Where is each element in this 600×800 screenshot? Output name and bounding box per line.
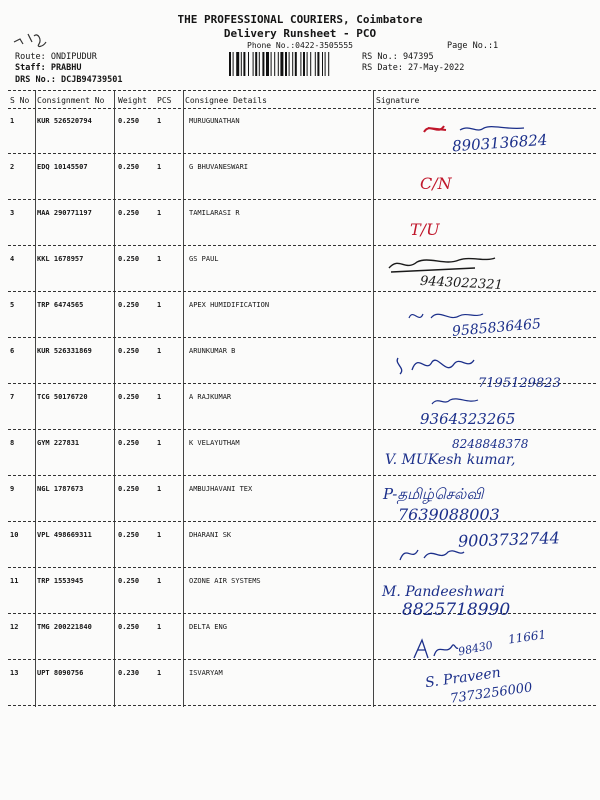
signature-scrawl-6 (392, 350, 477, 380)
signature-scrawl-7 (430, 394, 480, 408)
signature-12: 11661 (507, 627, 547, 647)
row-consignment-no: TRP 6474565 (37, 301, 84, 309)
row-sno: 7 (10, 393, 15, 401)
signature-13-name: S. Praveen (424, 664, 502, 692)
barcode (229, 52, 351, 76)
row-weight: 0.250 (118, 301, 140, 309)
page-number: Page No.:1 (447, 41, 499, 51)
row-separator (8, 521, 596, 522)
row-pcs: 1 (157, 209, 162, 217)
signature-6: 7195129823 (478, 376, 561, 391)
row-pcs: 1 (157, 117, 162, 125)
col-header-consignment: Consignment No (37, 96, 105, 105)
row-weight: 0.250 (118, 531, 140, 539)
rs-number: RS No.: 947395 (362, 52, 434, 62)
row-separator (8, 153, 596, 154)
row-consignee: DHARANI SK (189, 531, 232, 539)
row-consignment-no: TRP 1553945 (37, 577, 84, 585)
col-header-sno: S No (10, 96, 30, 105)
row-pcs: 1 (157, 255, 162, 263)
route-label: Route: ONDIPUDUR (15, 52, 97, 62)
row-consignment-no: GYM 227831 (37, 439, 80, 447)
runsheet-title: Delivery Runsheet - PCO (223, 27, 377, 40)
row-pcs: 1 (157, 439, 162, 447)
header-rule (8, 108, 596, 109)
row-consignment-no: MAA 290771197 (37, 209, 92, 217)
signature-13: 7373256000 (449, 680, 534, 707)
signature-7: 9364323265 (420, 410, 516, 428)
table-top-rule (8, 90, 596, 91)
row-weight: 0.250 (118, 209, 140, 217)
row-consignment-no: KUR 526331869 (37, 347, 92, 355)
row-weight: 0.230 (118, 669, 140, 677)
row-weight: 0.250 (118, 485, 140, 493)
row-consignee: OZONE AIR SYSTEMS (189, 577, 261, 585)
row-pcs: 1 (157, 531, 162, 539)
row-consignee: TAMILARASI R (189, 209, 240, 217)
row-pcs: 1 (157, 163, 162, 171)
row-consignment-no: VPL 498669311 (37, 531, 92, 539)
row-sno: 10 (10, 531, 19, 539)
signature-2: C/N (420, 174, 452, 193)
row-weight: 0.250 (118, 117, 140, 125)
row-sno: 2 (10, 163, 15, 171)
row-weight: 0.250 (118, 347, 140, 355)
row-weight: 0.250 (118, 439, 140, 447)
drs-number: DRS No.: DCJB94739501 (15, 75, 123, 85)
row-separator (8, 567, 596, 568)
row-separator (8, 705, 596, 706)
row-separator (8, 199, 596, 200)
col-divider (373, 91, 374, 707)
row-pcs: 1 (157, 669, 162, 677)
row-weight: 0.250 (118, 163, 140, 171)
row-consignee: G BHUVANESWARI (189, 163, 249, 171)
row-pcs: 1 (157, 347, 162, 355)
signature-11: 8825718990 (402, 600, 511, 620)
row-consignment-no: TCG 50176720 (37, 393, 88, 401)
row-sno: 1 (10, 117, 15, 125)
row-pcs: 1 (157, 577, 162, 585)
row-sno: 6 (10, 347, 15, 355)
signature-8-name: V. MUKesh kumar, (385, 452, 516, 468)
row-consignee: ISVARYAM (189, 669, 223, 677)
col-header-consignee: Consignee Details (185, 96, 267, 105)
col-divider (183, 91, 184, 707)
row-consignment-no: UPT 8090756 (37, 669, 84, 677)
signature-10: 9003732744 (457, 528, 561, 551)
row-weight: 0.250 (118, 623, 140, 631)
row-pcs: 1 (157, 485, 162, 493)
signature-9: 7639088003 (398, 505, 500, 524)
company-title: THE PROFESSIONAL COURIERS, Coimbatore (177, 13, 423, 26)
row-consignment-no: KKL 1678957 (37, 255, 84, 263)
row-consignee: DELTA ENG (189, 623, 227, 631)
row-separator (8, 337, 596, 338)
row-consignee: K VELAYUTHAM (189, 439, 240, 447)
row-consignment-no: TMG 200221840 (37, 623, 92, 631)
signature-8: 8248848378 (452, 437, 529, 451)
row-sno: 11 (10, 577, 19, 585)
signature-12-extra: 98430 (457, 638, 494, 659)
signature-scrawl-12 (410, 636, 460, 662)
row-weight: 0.250 (118, 393, 140, 401)
signature-4: 9443022321 (419, 273, 504, 294)
row-pcs: 1 (157, 623, 162, 631)
row-separator (8, 291, 596, 292)
row-consignment-no: EDQ 10145507 (37, 163, 88, 171)
row-sno: 5 (10, 301, 15, 309)
col-divider (35, 91, 36, 707)
row-separator (8, 659, 596, 660)
row-sno: 8 (10, 439, 15, 447)
col-divider (114, 91, 115, 707)
col-header-pcs: PCS (157, 96, 172, 105)
row-pcs: 1 (157, 301, 162, 309)
signature-1: 8903136824 (451, 130, 548, 156)
rs-date: RS Date: 27-May-2022 (362, 63, 465, 73)
row-weight: 0.250 (118, 577, 140, 585)
row-separator (8, 429, 596, 430)
row-sno: 13 (10, 669, 19, 677)
row-consignee: A RAJKUMAR (189, 393, 232, 401)
staff-label: Staff: PRABHU (15, 63, 82, 73)
row-consignee: GS PAUL (189, 255, 219, 263)
phone-number: Phone No.:0422-3505555 (247, 41, 353, 50)
signature-9-name: P-தமிழ்செல்வி (383, 485, 484, 503)
col-header-weight: Weight (118, 96, 147, 105)
row-consignee: APEX HUMIDIFICATION (189, 301, 270, 309)
row-sno: 12 (10, 623, 19, 631)
row-separator (8, 475, 596, 476)
row-separator (8, 245, 596, 246)
row-consignee: MURUGUNATHAN (189, 117, 240, 125)
row-sno: 9 (10, 485, 15, 493)
signature-3: T/U (410, 220, 440, 239)
signature-scrawl-10 (396, 540, 466, 566)
row-weight: 0.250 (118, 255, 140, 263)
row-sno: 3 (10, 209, 15, 217)
row-consignee: AMBUJHAVANI TEX (189, 485, 253, 493)
signature-11-name: M. Pandeeshwari (382, 584, 505, 600)
signature-5: 9585836465 (451, 316, 542, 340)
row-consignment-no: KUR 526520794 (37, 117, 92, 125)
row-consignment-no: NGL 1787673 (37, 485, 84, 493)
signature-scrawl-4 (385, 252, 500, 274)
row-consignee: ARUNKUMAR B (189, 347, 236, 355)
row-pcs: 1 (157, 393, 162, 401)
row-sno: 4 (10, 255, 15, 263)
col-header-signature: Signature (376, 96, 420, 105)
